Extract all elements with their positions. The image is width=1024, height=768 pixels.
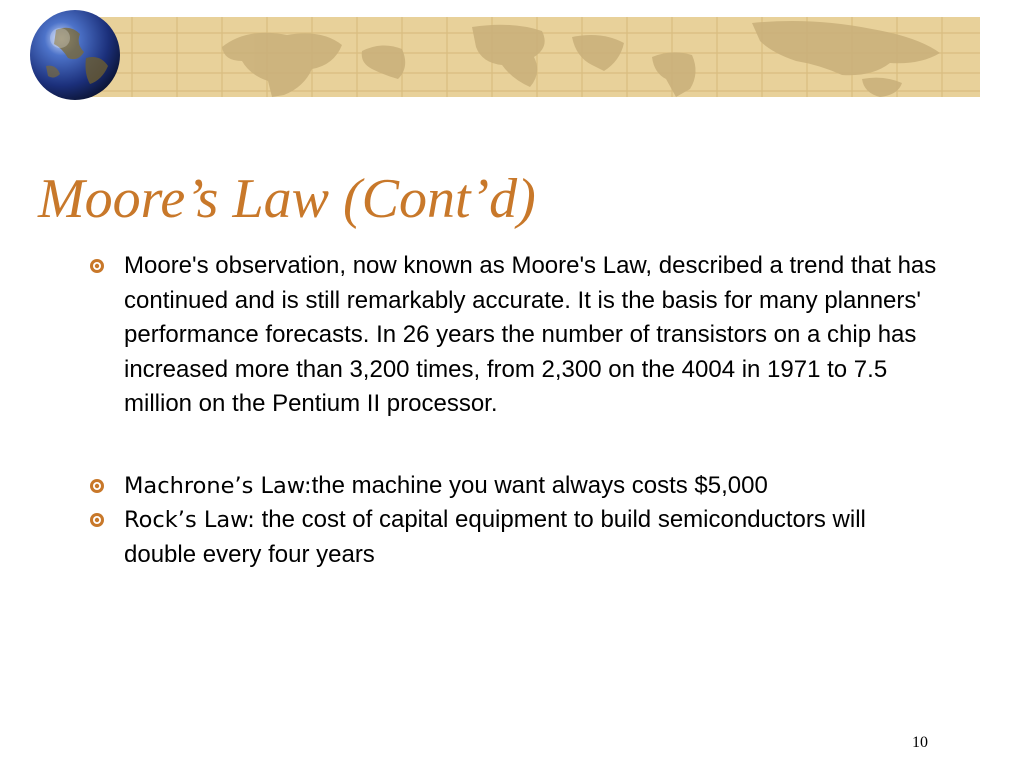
bullet-item (88, 503, 938, 572)
bullet-text: the machine you want always costs $5,000 (311, 471, 768, 499)
bullet-item (88, 249, 938, 422)
world-map-banner (72, 17, 980, 97)
bullet-icon (88, 257, 106, 275)
bullet-text: Moore's observation, now known as Moore's Law, described a trend that has continued and is still remarkably accurate. It is the basis for many planners' performance forecasts. In 26 years the number of transistors on a chip has increased more than 3,200 times, from 2,300 on the 4004 in 1971 to 7.5 million on the Pentium II processor. (124, 252, 937, 417)
bullet-text: the cost of capital equipment to build semiconductors will double every four years (124, 506, 866, 568)
page-number: 10 (912, 734, 928, 751)
bullet-item (88, 469, 938, 504)
bullet-list (88, 249, 938, 572)
globe-icon (28, 8, 122, 102)
bullet-term: Machrone’s Law: (124, 472, 312, 499)
bullet-term: Rock’s Law: (124, 507, 255, 533)
bullet-icon (88, 477, 106, 495)
slide-title: Moore’s Law (Cont’d) (38, 168, 536, 230)
bullet-icon (88, 511, 106, 529)
